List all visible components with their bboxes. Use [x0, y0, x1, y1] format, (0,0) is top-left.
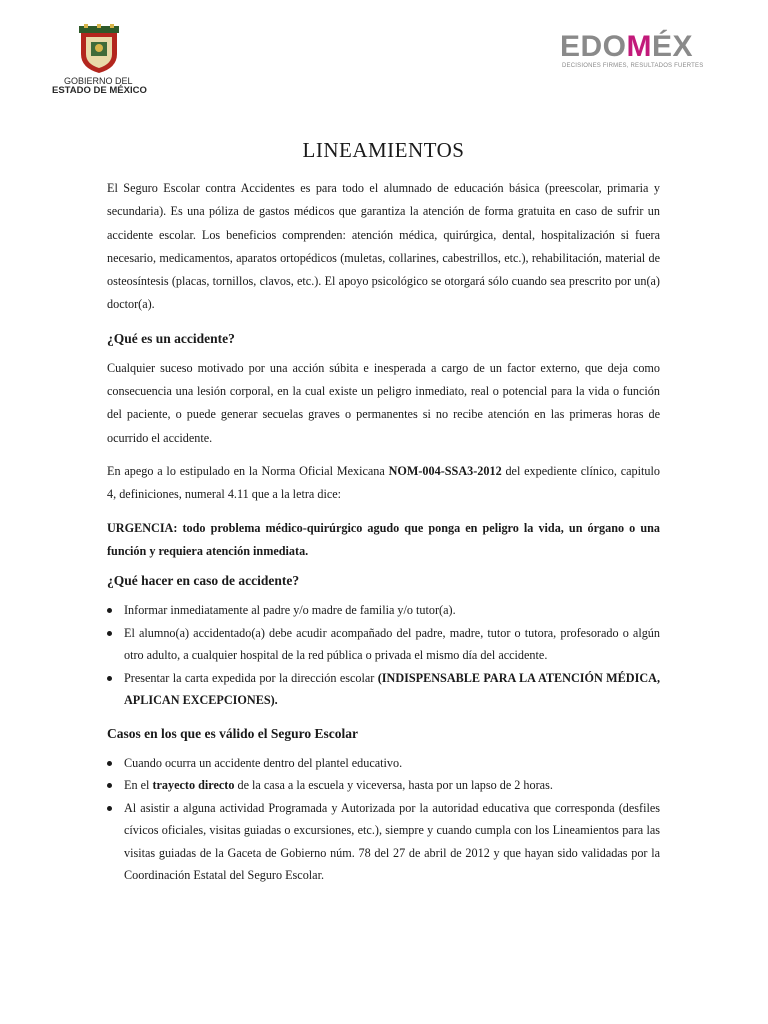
steps-list — [107, 599, 660, 712]
list-item: En el trayecto directo de la casa a la escuela y viceversa, hasta por un lapso de 2 horas. — [107, 774, 660, 797]
heading-casos-validos: Casos en los que es válido el Seguro Escolar — [107, 725, 359, 741]
gov-logo-line2: ESTADO DE MÉXICO — [52, 85, 147, 96]
heading-que-es-accidente: ¿Qué es un accidente? — [107, 330, 235, 346]
norma-code: NOM-004-SSA3-2012 — [388, 463, 502, 478]
list-item: Al asistir a alguna actividad Programada y Autorizada por la autoridad educativa que corresponda (desfiles cívicos oficiales, visitas guiadas o excursiones, etc.), siempre y cuando cumpla con los Lineamientos para las visitas guiadas de la Gaceta de Gobierno núm. 78 del 27 de abril de 2012 y que hayan sido validadas por la Coordinación Estatal del Seguro Escolar. — [107, 797, 660, 887]
valid-cases-list — [107, 752, 660, 887]
bullet-icon — [107, 608, 112, 613]
page-header — [0, 0, 768, 110]
bullet-icon — [107, 761, 112, 766]
list-item: Cuando ocurra un accidente dentro del plantel educativo. — [107, 752, 660, 775]
accident-definition-paragraph: Cualquier suceso motivado por una acción súbita e inesperada a cargo de un factor externo, que deja como consecuencia una lesión corporal, en la cual existe un peligro inmediato, real o potencial para la vida o función del paciente, o puede generar secuelas graves o permanentes si no recibe atención en las primeras horas de ocurrido el accidente. — [107, 360, 660, 445]
bullet-icon — [107, 783, 112, 788]
list-item: Presentar la carta expedida por la dirección escolar (INDISPENSABLE PARA LA ATENCIÓN MÉDICA, APLICAN EXCEPCIONES). — [107, 667, 660, 712]
norma-oficial-paragraph: En apego a lo estipulado en la Norma Oficial Mexicana NOM-004-SSA3-2012 del expediente clínico, capitulo 4, definiciones, numeral 4.11 que a la letra dice: — [107, 463, 660, 502]
list-item: Informar inmediatamente al padre y/o madre de familia y/o tutor(a). — [107, 599, 660, 622]
edomex-m-mark: M — [626, 30, 653, 63]
bullet-icon — [107, 631, 112, 636]
intro-paragraph: El Seguro Escolar contra Accidentes es para todo el alumnado de educación básica (preescolar, primaria y secundaria). Es una póliza de gastos médicos que garantiza la atención de forma gratuita en caso de sufrir un accidente escolar. Los beneficios comprenden: atención médica, quirúrgica, dental, hospitalización si fuera necesario, medicamentos, aparatos ortopédicos (muletas, collarines, cabestrillos, etc.), rehabilitación, material de osteosíntesis (placas, tornillos, clavos, etc.). El apoyo psicológico se otorgará sólo cuando sea prescrito por un(a) doctor(a). — [107, 181, 660, 312]
edomex-logo — [560, 32, 720, 69]
bullet-icon — [107, 676, 112, 681]
bullet-icon — [107, 806, 112, 811]
gobierno-estado-mexico-logo — [52, 24, 162, 96]
gov-logo-line1: GOBIERNO DEL — [64, 76, 133, 86]
urgencia-definition: URGENCIA: todo problema médico-quirúrgico agudo que ponga en peligro la vida, un órgano o una función y requiera atención inmediata. — [107, 520, 660, 558]
heading-que-hacer: ¿Qué hacer en caso de accidente? — [107, 573, 300, 589]
document-body — [107, 138, 660, 887]
list-item: El alumno(a) accidentado(a) debe acudir acompañado del padre, madre, tutor o tutora, profesorado o algún otro adulto, a cualquier hospital de la red pública o privada el mismo día del accidente. — [107, 622, 660, 667]
document-title: LINEAMIENTOS — [302, 138, 465, 162]
coat-of-arms-icon — [77, 24, 121, 74]
edomex-tagline: DECISIONES FIRMES, RESULTADOS FUERTES — [562, 63, 704, 69]
edomex-wordmark: EDOMÉX — [560, 30, 694, 63]
